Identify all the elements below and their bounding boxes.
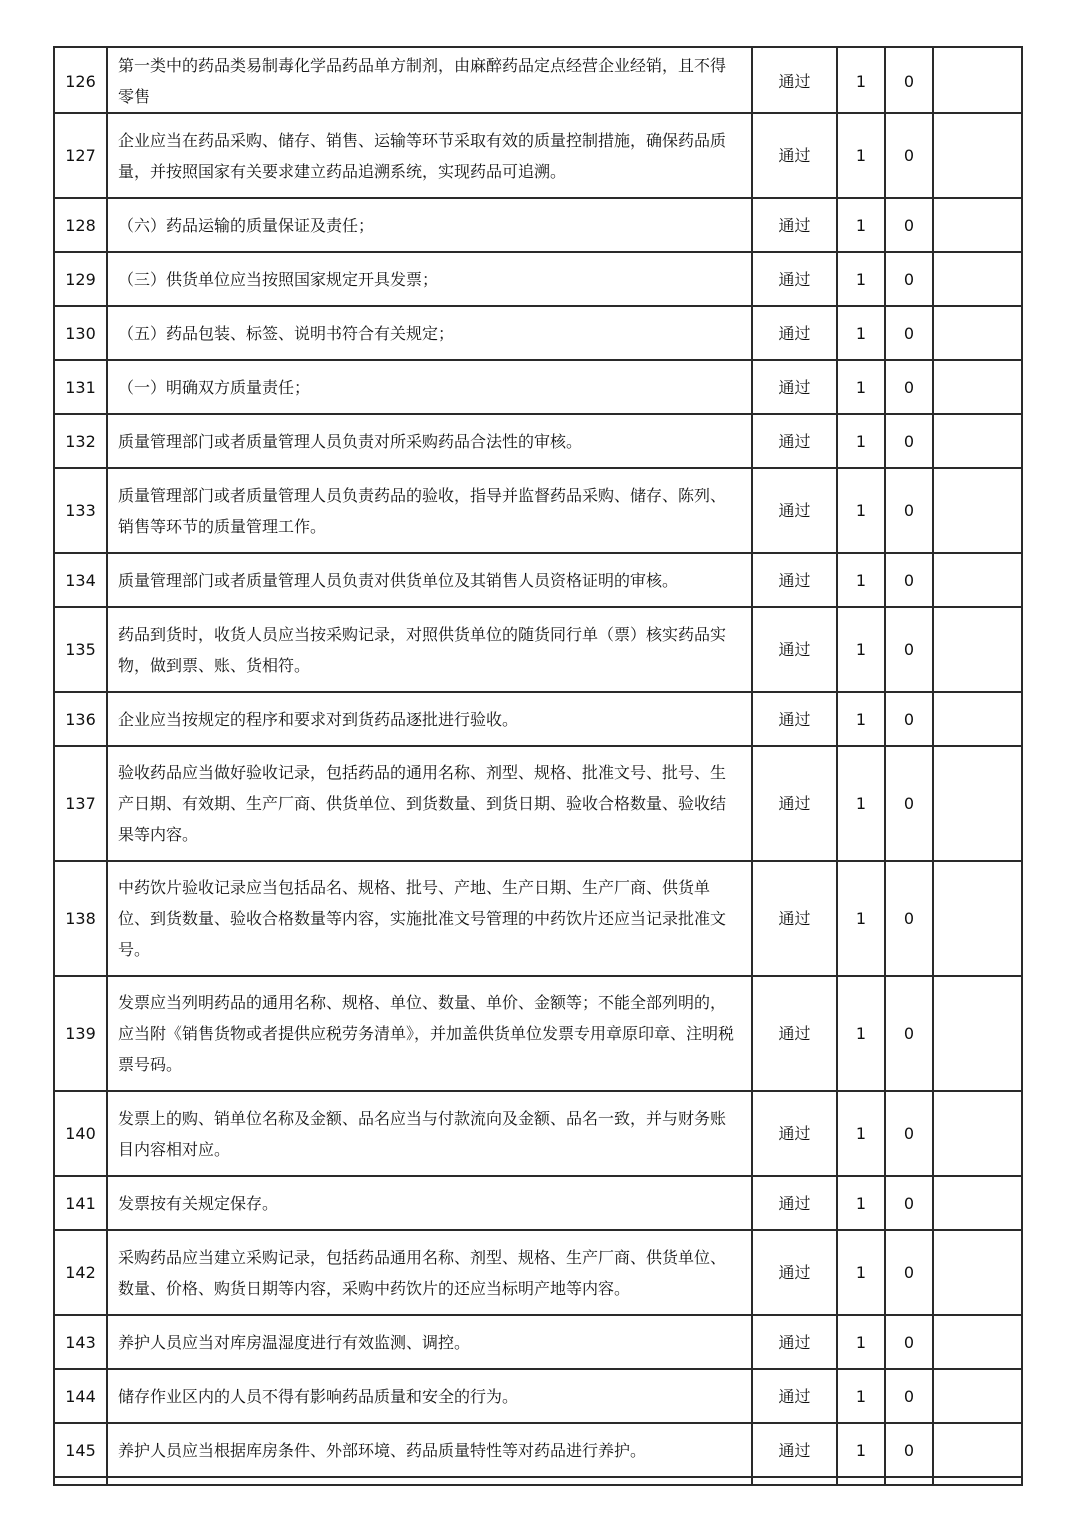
row-remark — [933, 1230, 1022, 1315]
table-row — [54, 553, 1022, 607]
row-score: 1 — [837, 1369, 885, 1423]
row-result: 通过 — [752, 553, 837, 607]
row-result: 通过 — [752, 113, 837, 198]
row-result: 通过 — [752, 1369, 837, 1423]
row-remark — [933, 468, 1022, 553]
table-row — [54, 47, 1022, 113]
continuation-cell — [885, 1477, 933, 1485]
row-result: 通过 — [752, 861, 837, 976]
row-deduction: 0 — [885, 607, 933, 692]
row-result: 通过 — [752, 1423, 837, 1477]
row-requirement-text: 养护人员应当对库房温湿度进行有效监测、调控。 — [107, 1315, 752, 1369]
row-deduction: 0 — [885, 976, 933, 1091]
row-result: 通过 — [752, 360, 837, 414]
row-result: 通过 — [752, 607, 837, 692]
row-score: 1 — [837, 198, 885, 252]
row-result: 通过 — [752, 692, 837, 746]
row-number: 135 — [54, 607, 107, 692]
row-score: 1 — [837, 1315, 885, 1369]
row-requirement-text: 发票按有关规定保存。 — [107, 1176, 752, 1230]
table-row — [54, 692, 1022, 746]
row-number: 126 — [54, 47, 107, 113]
row-result: 通过 — [752, 1315, 837, 1369]
row-remark — [933, 252, 1022, 306]
row-requirement-text: （一）明确双方质量责任； — [107, 360, 752, 414]
row-score: 1 — [837, 252, 885, 306]
row-result: 通过 — [752, 252, 837, 306]
row-score: 1 — [837, 692, 885, 746]
row-number: 140 — [54, 1091, 107, 1176]
continuation-cell — [933, 1477, 1022, 1485]
row-score: 1 — [837, 414, 885, 468]
row-requirement-text: 中药饮片验收记录应当包括品名、规格、批号、产地、生产日期、生产厂商、供货单位、到货数量、验收合格数量等内容，实施批准文号管理的中药饮片还应当记录批准文号。 — [107, 861, 752, 976]
row-deduction: 0 — [885, 113, 933, 198]
row-deduction: 0 — [885, 47, 933, 113]
row-requirement-text: 验收药品应当做好验收记录，包括药品的通用名称、剂型、规格、批准文号、批号、生产日期、有效期、生产厂商、供货单位、到货数量、到货日期、验收合格数量、验收结果等内容。 — [107, 746, 752, 861]
row-number: 130 — [54, 306, 107, 360]
row-number: 138 — [54, 861, 107, 976]
row-score: 1 — [837, 113, 885, 198]
row-number: 131 — [54, 360, 107, 414]
row-score: 1 — [837, 306, 885, 360]
row-remark — [933, 113, 1022, 198]
row-deduction: 0 — [885, 861, 933, 976]
row-deduction: 0 — [885, 306, 933, 360]
row-score: 1 — [837, 861, 885, 976]
row-requirement-text: 储存作业区内的人员不得有影响药品质量和安全的行为。 — [107, 1369, 752, 1423]
row-result: 通过 — [752, 1176, 837, 1230]
row-deduction: 0 — [885, 692, 933, 746]
table-row — [54, 252, 1022, 306]
table-row — [54, 607, 1022, 692]
row-deduction: 0 — [885, 1315, 933, 1369]
row-requirement-text: 质量管理部门或者质量管理人员负责对所采购药品合法性的审核。 — [107, 414, 752, 468]
row-result: 通过 — [752, 414, 837, 468]
table-row — [54, 113, 1022, 198]
row-result: 通过 — [752, 1091, 837, 1176]
row-number: 134 — [54, 553, 107, 607]
row-deduction: 0 — [885, 1091, 933, 1176]
row-remark — [933, 198, 1022, 252]
row-result: 通过 — [752, 306, 837, 360]
row-result: 通过 — [752, 198, 837, 252]
row-deduction: 0 — [885, 468, 933, 553]
row-requirement-text: （三）供货单位应当按照国家规定开具发票； — [107, 252, 752, 306]
row-remark — [933, 1091, 1022, 1176]
row-remark — [933, 553, 1022, 607]
row-number: 139 — [54, 976, 107, 1091]
table-row — [54, 1423, 1022, 1477]
continuation-cell — [54, 1477, 107, 1485]
row-requirement-text: 药品到货时，收货人员应当按采购记录，对照供货单位的随货同行单（票）核实药品实物，做到票、账、货相符。 — [107, 607, 752, 692]
row-deduction: 0 — [885, 252, 933, 306]
row-result: 通过 — [752, 47, 837, 113]
row-result: 通过 — [752, 1230, 837, 1315]
row-score: 1 — [837, 1176, 885, 1230]
row-score: 1 — [837, 360, 885, 414]
row-requirement-text: （六）药品运输的质量保证及责任； — [107, 198, 752, 252]
row-deduction: 0 — [885, 746, 933, 861]
table-row — [54, 468, 1022, 553]
row-score: 1 — [837, 1091, 885, 1176]
row-result: 通过 — [752, 468, 837, 553]
row-remark — [933, 1423, 1022, 1477]
table-row — [54, 1369, 1022, 1423]
row-remark — [933, 306, 1022, 360]
table-row — [54, 1176, 1022, 1230]
row-requirement-text: 发票上的购、销单位名称及金额、品名应当与付款流向及金额、品名一致，并与财务账目内容相对应。 — [107, 1091, 752, 1176]
row-remark — [933, 976, 1022, 1091]
row-remark — [933, 746, 1022, 861]
row-result: 通过 — [752, 976, 837, 1091]
table-row — [54, 414, 1022, 468]
table-row — [54, 198, 1022, 252]
table-row — [54, 1315, 1022, 1369]
row-deduction: 0 — [885, 414, 933, 468]
table-row — [54, 306, 1022, 360]
table-row — [54, 861, 1022, 976]
row-score: 1 — [837, 468, 885, 553]
row-number: 128 — [54, 198, 107, 252]
row-requirement-text: 质量管理部门或者质量管理人员负责药品的验收，指导并监督药品采购、储存、陈列、销售等环节的质量管理工作。 — [107, 468, 752, 553]
row-number: 136 — [54, 692, 107, 746]
row-score: 1 — [837, 1230, 885, 1315]
row-deduction: 0 — [885, 1176, 933, 1230]
inspection-table — [53, 46, 1023, 1486]
row-remark — [933, 360, 1022, 414]
row-score: 1 — [837, 1423, 885, 1477]
table-continuation-stub — [54, 1477, 1022, 1485]
row-remark — [933, 1369, 1022, 1423]
row-deduction: 0 — [885, 360, 933, 414]
row-number: 142 — [54, 1230, 107, 1315]
table-row — [54, 1091, 1022, 1176]
row-score: 1 — [837, 976, 885, 1091]
row-remark — [933, 861, 1022, 976]
row-requirement-text: 采购药品应当建立采购记录，包括药品通用名称、剂型、规格、生产厂商、供货单位、数量、价格、购货日期等内容，采购中药饮片的还应当标明产地等内容。 — [107, 1230, 752, 1315]
row-number: 129 — [54, 252, 107, 306]
row-number: 127 — [54, 113, 107, 198]
row-number: 132 — [54, 414, 107, 468]
row-number: 145 — [54, 1423, 107, 1477]
row-number: 141 — [54, 1176, 107, 1230]
row-remark — [933, 607, 1022, 692]
row-remark — [933, 47, 1022, 113]
row-requirement-text: （五）药品包装、标签、说明书符合有关规定； — [107, 306, 752, 360]
row-requirement-text: 第一类中的药品类易制毒化学品药品单方制剂，由麻醉药品定点经营企业经销，且不得零售 — [107, 47, 752, 113]
row-requirement-text: 质量管理部门或者质量管理人员负责对供货单位及其销售人员资格证明的审核。 — [107, 553, 752, 607]
row-number: 144 — [54, 1369, 107, 1423]
row-deduction: 0 — [885, 1230, 933, 1315]
row-remark — [933, 414, 1022, 468]
continuation-cell — [837, 1477, 885, 1485]
row-number: 137 — [54, 746, 107, 861]
table-row — [54, 976, 1022, 1091]
row-number: 143 — [54, 1315, 107, 1369]
row-requirement-text: 企业应当在药品采购、储存、销售、运输等环节采取有效的质量控制措施，确保药品质量，并按照国家有关要求建立药品追溯系统，实现药品可追溯。 — [107, 113, 752, 198]
row-score: 1 — [837, 607, 885, 692]
row-score: 1 — [837, 553, 885, 607]
continuation-cell — [752, 1477, 837, 1485]
row-number: 133 — [54, 468, 107, 553]
row-requirement-text: 企业应当按规定的程序和要求对到货药品逐批进行验收。 — [107, 692, 752, 746]
row-deduction: 0 — [885, 553, 933, 607]
table-row — [54, 1230, 1022, 1315]
row-remark — [933, 1315, 1022, 1369]
row-requirement-text: 发票应当列明药品的通用名称、规格、单位、数量、单价、金额等；不能全部列明的，应当附《销售货物或者提供应税劳务清单》，并加盖供货单位发票专用章原印章、注明税票号码。 — [107, 976, 752, 1091]
table-row — [54, 746, 1022, 861]
continuation-cell — [107, 1477, 752, 1485]
table-row — [54, 360, 1022, 414]
row-remark — [933, 692, 1022, 746]
row-deduction: 0 — [885, 1369, 933, 1423]
row-result: 通过 — [752, 746, 837, 861]
row-deduction: 0 — [885, 1423, 933, 1477]
row-score: 1 — [837, 746, 885, 861]
inspection-table-body — [54, 47, 1022, 1485]
row-remark — [933, 1176, 1022, 1230]
row-score: 1 — [837, 47, 885, 113]
row-deduction: 0 — [885, 198, 933, 252]
row-requirement-text: 养护人员应当根据库房条件、外部环境、药品质量特性等对药品进行养护。 — [107, 1423, 752, 1477]
